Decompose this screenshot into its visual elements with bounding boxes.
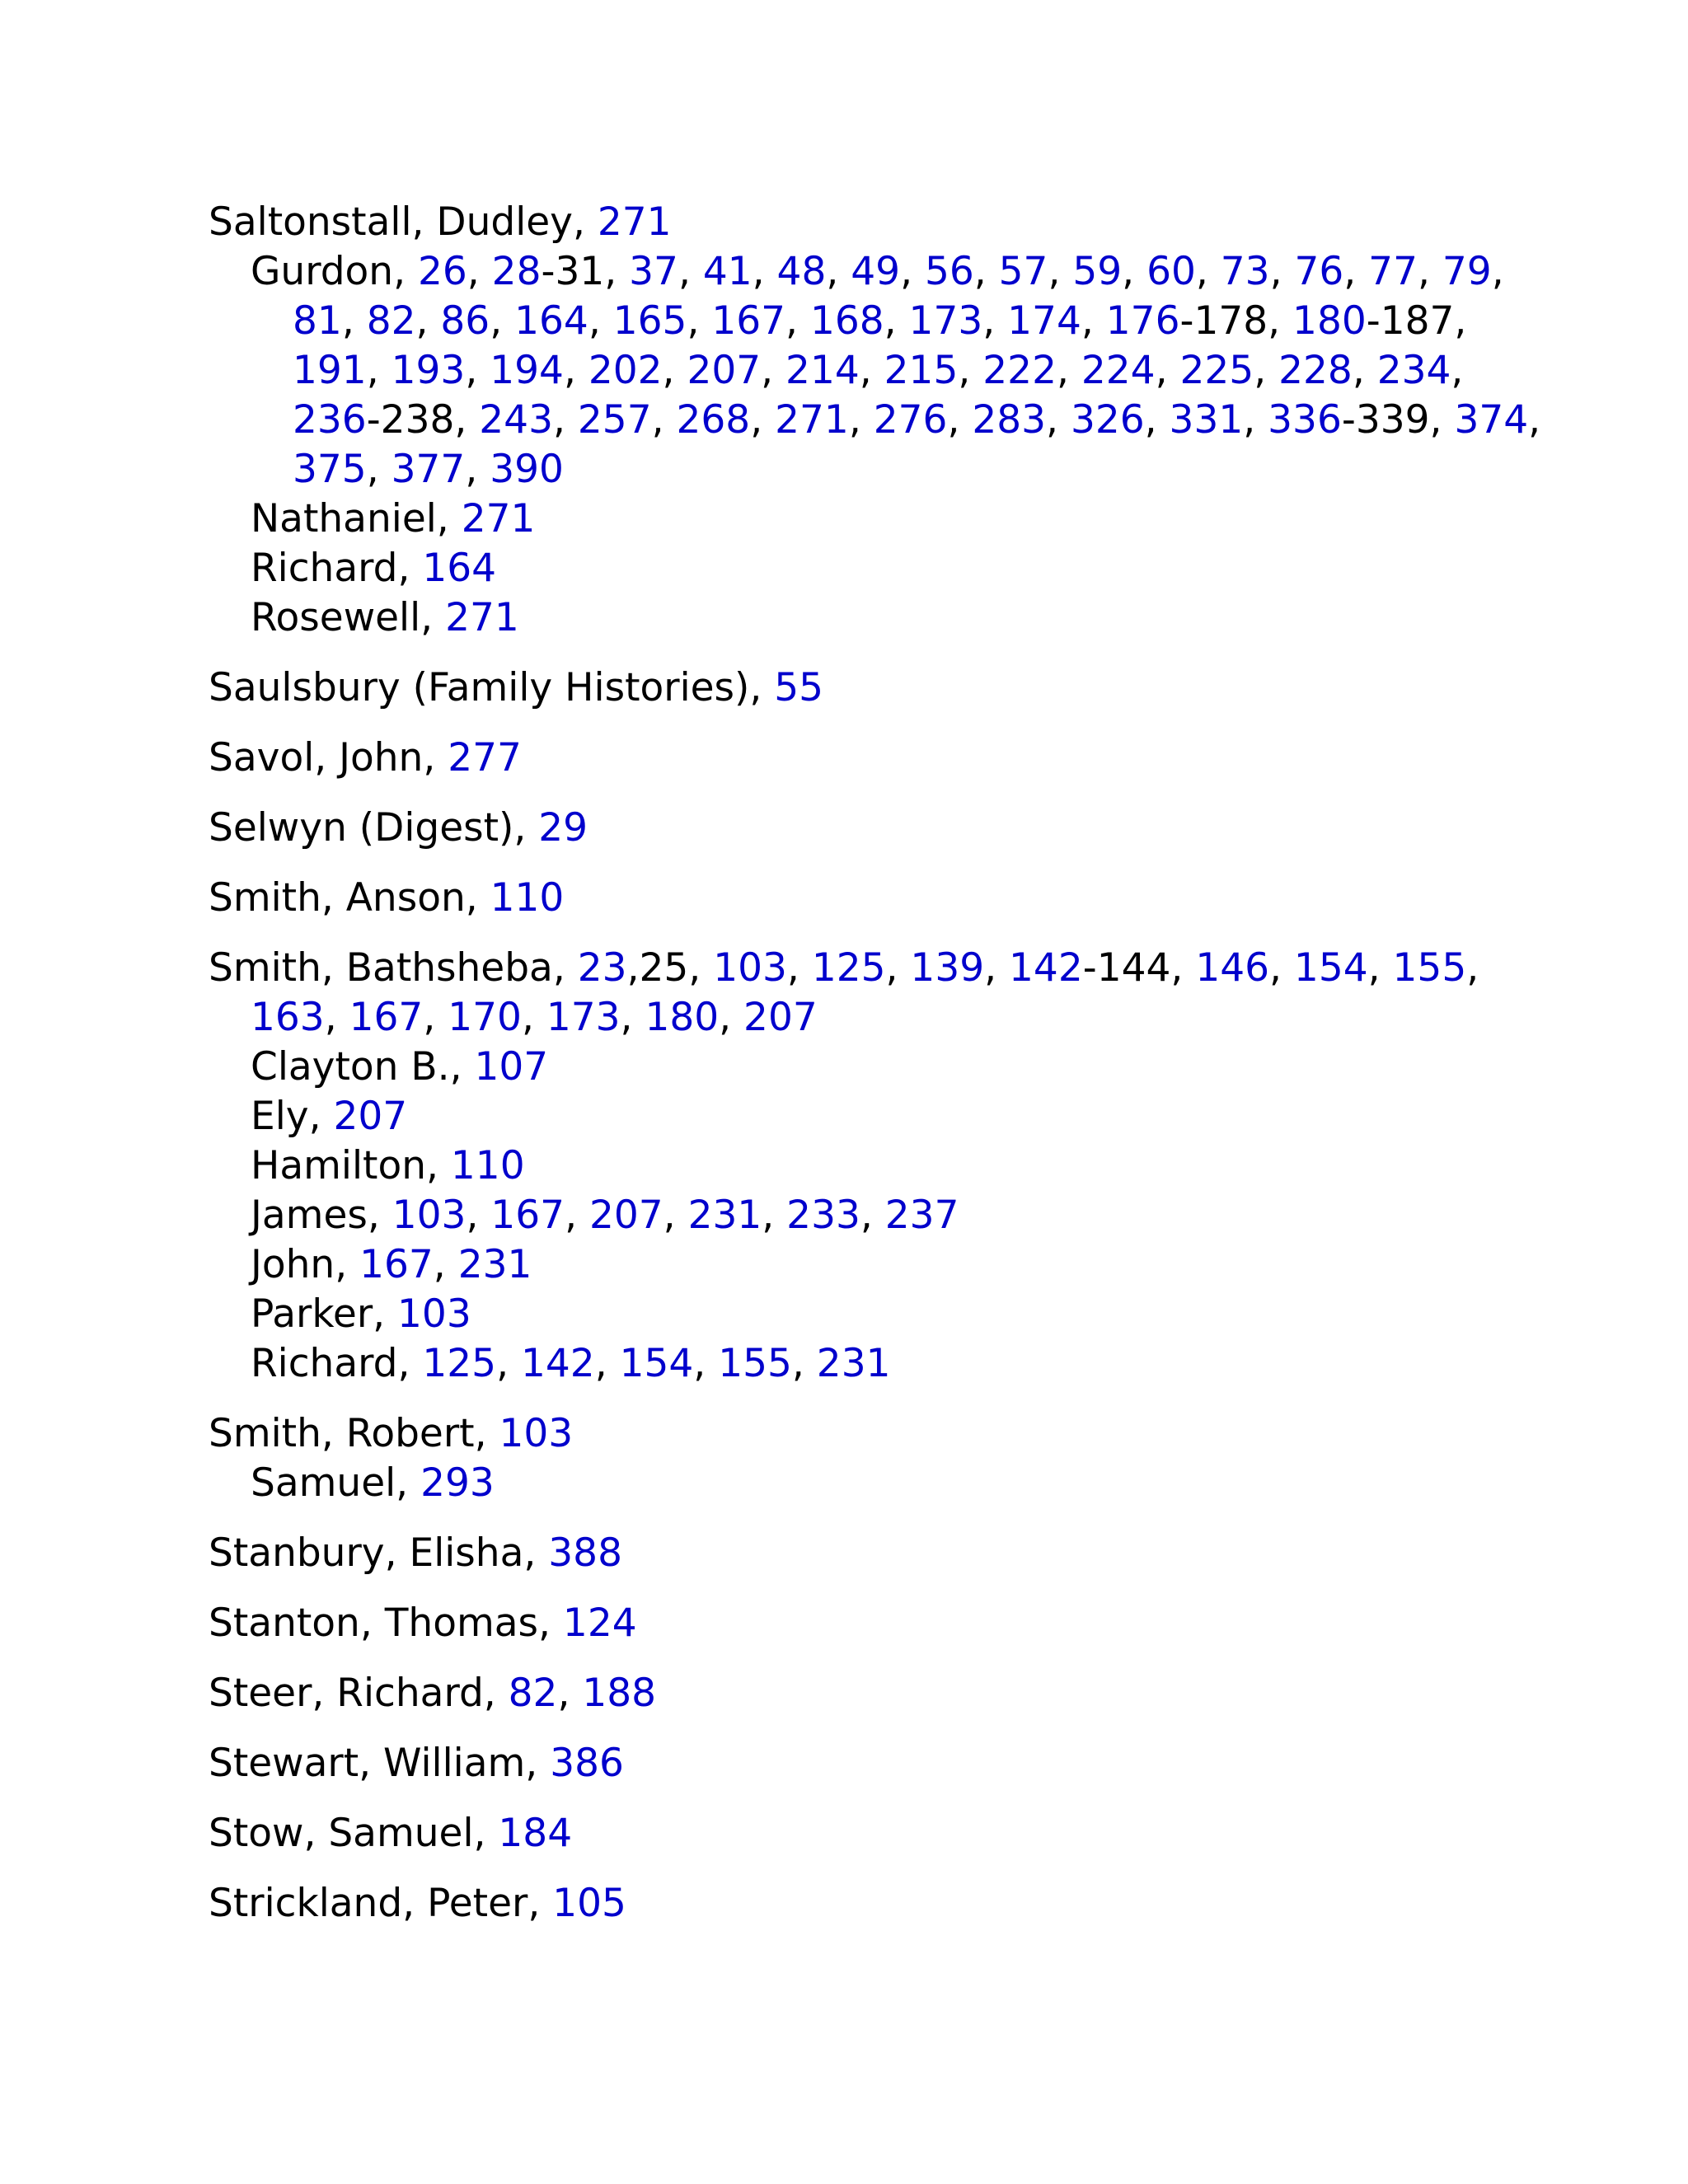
page-link[interactable]: 167 <box>711 298 786 344</box>
entry-text: , <box>467 249 492 294</box>
entry-text: , <box>662 348 687 393</box>
page-link[interactable]: 173 <box>908 298 983 344</box>
index-subentry <box>209 1339 1494 1389</box>
entry-text: Richard, <box>251 1341 423 1386</box>
entry-text: , <box>663 1193 688 1238</box>
page-link[interactable]: 173 <box>546 995 621 1040</box>
index-subentry <box>209 1290 1494 1339</box>
entry-text: , <box>366 348 392 393</box>
index-entry <box>209 804 1494 853</box>
page-link[interactable]: 103 <box>397 1291 471 1337</box>
page-link[interactable]: 167 <box>359 1242 434 1287</box>
page-link[interactable]: 163 <box>251 995 325 1040</box>
entry-text: , <box>1451 348 1464 393</box>
page-link[interactable]: 76 <box>1294 249 1344 294</box>
page-link[interactable]: 388 <box>548 1530 622 1576</box>
entry-text: Savol, John, <box>209 735 448 780</box>
page-link[interactable]: 79 <box>1442 249 1492 294</box>
index-entry <box>209 198 1494 247</box>
page-link[interactable]: 146 <box>1195 945 1270 991</box>
page-link[interactable]: 268 <box>676 397 751 443</box>
entry-text: , <box>1417 249 1442 294</box>
index-entry-group <box>209 874 1494 923</box>
page-link[interactable]: 390 <box>490 447 564 492</box>
page-link[interactable]: 164 <box>514 298 588 344</box>
page-link[interactable]: 214 <box>785 348 860 393</box>
index-entry-group <box>209 198 1541 643</box>
page-link[interactable]: 154 <box>619 1341 694 1386</box>
page-link[interactable]: 26 <box>417 249 467 294</box>
entry-text: , <box>678 249 703 294</box>
index-entry-group <box>209 733 1494 783</box>
page-link[interactable]: 375 <box>293 447 367 492</box>
index-entry-group <box>209 1739 1494 1788</box>
entry-text: Stow, Samuel, <box>209 1811 499 1856</box>
entry-text: , <box>693 1341 719 1386</box>
page-link[interactable]: 283 <box>972 397 1047 443</box>
entry-text: James, <box>251 1193 392 1238</box>
page-link[interactable]: 207 <box>687 348 762 393</box>
index-entry-group <box>209 944 1494 1389</box>
entry-text: , <box>341 298 367 344</box>
entry-text: Steer, Richard, <box>209 1671 509 1716</box>
entry-text: , <box>1056 348 1081 393</box>
entry-text: , <box>1122 249 1147 294</box>
page-link[interactable]: 231 <box>687 1193 762 1238</box>
page-link[interactable]: 188 <box>582 1671 657 1716</box>
index-entry-group <box>209 1409 1494 1508</box>
page-link[interactable]: 231 <box>816 1341 891 1386</box>
page-link[interactable]: 155 <box>718 1341 792 1386</box>
page-link[interactable]: 180 <box>645 995 720 1040</box>
page-link[interactable]: 81 <box>293 298 342 344</box>
entry-text: Richard, <box>251 546 423 591</box>
entry-text: John, <box>251 1242 360 1287</box>
entry-text: , <box>885 945 911 991</box>
page-link[interactable]: 293 <box>420 1460 495 1506</box>
index-subentry <box>209 593 1494 643</box>
index-continuation <box>209 445 1494 494</box>
page-link[interactable]: 103 <box>499 1411 574 1456</box>
entry-text: , <box>860 1193 885 1238</box>
entry-text: , <box>859 348 884 393</box>
entry-text: , <box>415 298 441 344</box>
entry-text: , <box>1269 249 1295 294</box>
entry-text: , <box>750 397 776 443</box>
page-link[interactable]: 271 <box>597 199 672 245</box>
entry-text: Rosewell, <box>251 595 446 640</box>
page-link[interactable]: 207 <box>588 1193 663 1238</box>
entry-text: Smith, Robert, <box>209 1411 499 1456</box>
entry-text: , <box>1243 397 1268 443</box>
entry-text: , <box>762 1193 787 1238</box>
page-link[interactable]: 233 <box>786 1193 860 1238</box>
index-entry <box>209 1529 1494 1578</box>
entry-text: , <box>958 348 983 393</box>
page-link[interactable]: 191 <box>293 348 367 393</box>
entry-text: , <box>521 995 546 1040</box>
page-link[interactable]: 167 <box>349 995 424 1040</box>
index-entry-group <box>209 1669 1494 1718</box>
index-entry <box>209 1879 1494 1929</box>
page-link[interactable]: 215 <box>884 348 959 393</box>
page-link[interactable]: 336 <box>1268 397 1342 443</box>
entry-text: -238, <box>366 397 480 443</box>
page-link[interactable]: 234 <box>1376 348 1451 393</box>
page-link[interactable]: 107 <box>474 1044 549 1090</box>
entry-text: , <box>1081 298 1106 344</box>
entry-text: , <box>433 1242 458 1287</box>
entry-text: , <box>594 1341 620 1386</box>
page-link[interactable]: 164 <box>422 546 497 591</box>
index-entry <box>209 944 1494 993</box>
page-link[interactable]: 105 <box>552 1881 626 1926</box>
entry-text: , <box>1367 945 1393 991</box>
page-link[interactable]: 41 <box>702 249 753 294</box>
index-subentry <box>209 1092 1494 1141</box>
entry-text: , <box>553 397 578 443</box>
page-link[interactable]: 257 <box>577 397 652 443</box>
entry-text: , <box>496 1341 521 1386</box>
entry-text: , <box>884 298 909 344</box>
page-link[interactable]: 271 <box>775 397 849 443</box>
entry-text: , <box>687 298 712 344</box>
page-link[interactable]: 23 <box>577 945 627 991</box>
entry-text: , <box>1466 945 1479 991</box>
page-link[interactable]: 110 <box>450 1143 525 1188</box>
page-link[interactable]: 48 <box>776 249 827 294</box>
entry-text: , <box>1046 397 1071 443</box>
index-entry <box>209 1739 1494 1788</box>
entry-text: , <box>786 945 812 991</box>
entry-text: , <box>557 1671 583 1716</box>
entry-text: , <box>785 298 810 344</box>
index-subentry <box>209 1043 1494 1092</box>
page-link[interactable]: 331 <box>1169 397 1244 443</box>
entry-text: , <box>761 348 786 393</box>
page-link[interactable]: 55 <box>774 665 824 710</box>
page-link[interactable]: 57 <box>998 249 1048 294</box>
page-link[interactable]: 124 <box>562 1601 637 1646</box>
page-link[interactable]: 184 <box>498 1811 573 1856</box>
entry-text: , <box>848 397 874 443</box>
entry-text: -178, <box>1179 298 1293 344</box>
entry-text: , <box>826 249 851 294</box>
index-subentry <box>209 1191 1494 1240</box>
entry-text: Samuel, <box>251 1460 421 1506</box>
index-entry-group <box>209 804 1494 853</box>
page-link[interactable]: 231 <box>457 1242 532 1287</box>
page-link[interactable]: 326 <box>1070 397 1145 443</box>
index-continuation <box>209 297 1494 346</box>
entry-text: , <box>1491 249 1504 294</box>
entry-text: , <box>752 249 777 294</box>
entry-text: -187, <box>1366 298 1467 344</box>
index-entry-group <box>209 1599 1494 1648</box>
page-link[interactable]: 60 <box>1146 249 1196 294</box>
page-link[interactable]: 82 <box>366 298 416 344</box>
entry-text: , <box>1144 397 1170 443</box>
entry-text: , <box>1195 249 1221 294</box>
page-link[interactable]: 155 <box>1392 945 1467 991</box>
entry-text: , <box>1254 348 1279 393</box>
page-link[interactable]: 77 <box>1368 249 1418 294</box>
entry-text: Smith, Anson, <box>209 875 490 921</box>
page-link[interactable]: 49 <box>851 249 901 294</box>
page-link[interactable]: 110 <box>490 875 565 921</box>
page-link[interactable]: 180 <box>1292 298 1367 344</box>
entry-text: , <box>366 447 392 492</box>
page-link[interactable]: 374 <box>1454 397 1529 443</box>
entry-text: , <box>791 1341 817 1386</box>
entry-text: , <box>651 397 677 443</box>
page-link[interactable]: 86 <box>440 298 490 344</box>
entry-text: Parker, <box>251 1291 398 1337</box>
page-link[interactable]: 377 <box>391 447 466 492</box>
entry-text: Smith, Bathsheba, <box>209 945 578 991</box>
entry-text: , <box>982 298 1008 344</box>
index-subentry <box>209 544 1494 593</box>
page-link[interactable]: 207 <box>333 1094 408 1139</box>
index-subentry <box>209 1459 1494 1508</box>
index-entry <box>209 1809 1494 1858</box>
entry-text: , <box>324 995 349 1040</box>
page-link[interactable]: 194 <box>490 348 564 393</box>
page-link[interactable]: 277 <box>448 735 522 780</box>
page-link[interactable]: 193 <box>391 348 466 393</box>
page-link[interactable]: 29 <box>538 805 588 851</box>
entry-text: Saulsbury (Family Histories), <box>209 665 775 710</box>
entry-text: , <box>1352 348 1377 393</box>
entry-text: Stewart, William, <box>209 1741 551 1786</box>
entry-text: Clayton B., <box>251 1044 475 1090</box>
entry-text: , <box>1528 397 1541 443</box>
entry-text: ,25, <box>626 945 714 991</box>
page-link[interactable]: 243 <box>479 397 553 443</box>
page-link[interactable]: 125 <box>811 945 886 991</box>
page-link[interactable]: 73 <box>1220 249 1270 294</box>
entry-text: Stanton, Thomas, <box>209 1601 563 1646</box>
page-link[interactable]: 28 <box>491 249 542 294</box>
page-link[interactable]: 276 <box>873 397 948 443</box>
page-link[interactable]: 168 <box>809 298 884 344</box>
entry-text: Nathaniel, <box>251 496 462 541</box>
entry-text: , <box>1155 348 1180 393</box>
index-entry <box>209 874 1494 923</box>
index-entry-group <box>209 1879 1494 1929</box>
entry-text: , <box>947 397 973 443</box>
page-link[interactable]: 103 <box>713 945 787 991</box>
entry-text: , <box>1269 945 1294 991</box>
page-link[interactable]: 139 <box>910 945 985 991</box>
page-link[interactable]: 37 <box>629 249 678 294</box>
page-link[interactable]: 174 <box>1007 298 1081 344</box>
page-link[interactable]: 207 <box>743 995 818 1040</box>
entry-text: , <box>900 249 925 294</box>
index-subentry <box>209 1141 1494 1191</box>
page-link[interactable]: 142 <box>1009 945 1083 991</box>
index-entry <box>209 1599 1494 1648</box>
page-link[interactable]: 386 <box>550 1741 624 1786</box>
entry-text: -144, <box>1082 945 1196 991</box>
page-link[interactable]: 154 <box>1293 945 1368 991</box>
entry-text: Ely, <box>251 1094 334 1139</box>
page-link[interactable]: 225 <box>1179 348 1254 393</box>
index-entry <box>209 1409 1494 1459</box>
index-subentry <box>209 1240 1494 1290</box>
page-link[interactable]: 222 <box>982 348 1057 393</box>
entry-text: , <box>465 348 490 393</box>
page-link[interactable]: 202 <box>588 348 663 393</box>
entry-text: , <box>423 995 448 1040</box>
page-link[interactable]: 271 <box>445 595 519 640</box>
index-entry-group <box>209 1809 1494 1858</box>
page-link[interactable]: 236 <box>293 397 367 443</box>
entry-text: -339, <box>1341 397 1455 443</box>
index-subentry <box>209 247 1504 297</box>
index-continuation <box>209 396 1541 445</box>
entry-text: Stanbury, Elisha, <box>209 1530 549 1576</box>
index-entry <box>209 733 1494 783</box>
index-subentry <box>209 494 1494 544</box>
index-entry <box>209 663 1494 713</box>
index-subentry <box>209 993 1494 1043</box>
entry-text: , <box>973 249 999 294</box>
page-link[interactable]: 224 <box>1081 348 1156 393</box>
entry-text: , <box>466 1193 491 1238</box>
index-entry-group <box>209 1529 1494 1578</box>
entry-text: , <box>588 298 613 344</box>
page-link[interactable]: 142 <box>520 1341 595 1386</box>
page-link[interactable]: 167 <box>490 1193 565 1238</box>
page-link[interactable]: 237 <box>884 1193 959 1238</box>
entry-text: , <box>719 995 744 1040</box>
page-link[interactable]: 125 <box>422 1341 497 1386</box>
entry-text: , <box>620 995 645 1040</box>
entry-text: , <box>565 1193 589 1238</box>
page-link[interactable]: 165 <box>612 298 687 344</box>
entry-text: Gurdon, <box>251 249 418 294</box>
page-link[interactable]: 271 <box>461 496 536 541</box>
entry-text: , <box>490 298 515 344</box>
page-link[interactable]: 228 <box>1278 348 1353 393</box>
entry-text: , <box>984 945 1010 991</box>
entry-text: -31, <box>541 249 630 294</box>
page-link[interactable]: 103 <box>392 1193 467 1238</box>
index-continuation <box>209 346 1494 396</box>
page-link[interactable]: 82 <box>508 1671 558 1716</box>
entry-text: , <box>1343 249 1369 294</box>
index-entry <box>209 1669 1494 1718</box>
entry-text: , <box>1048 249 1073 294</box>
entry-text: , <box>465 447 490 492</box>
entry-text: , <box>563 348 588 393</box>
entry-text: Saltonstall, Dudley, <box>209 199 598 245</box>
entry-text: Hamilton, <box>251 1143 451 1188</box>
page-link[interactable]: 170 <box>448 995 522 1040</box>
page-link[interactable]: 56 <box>924 249 974 294</box>
index-page <box>209 198 1541 1949</box>
entry-text: Selwyn (Digest), <box>209 805 539 851</box>
page-link[interactable]: 59 <box>1072 249 1123 294</box>
index-entry-group <box>209 663 1494 713</box>
entry-text: Strickland, Peter, <box>209 1881 553 1926</box>
page-link[interactable]: 176 <box>1105 298 1180 344</box>
